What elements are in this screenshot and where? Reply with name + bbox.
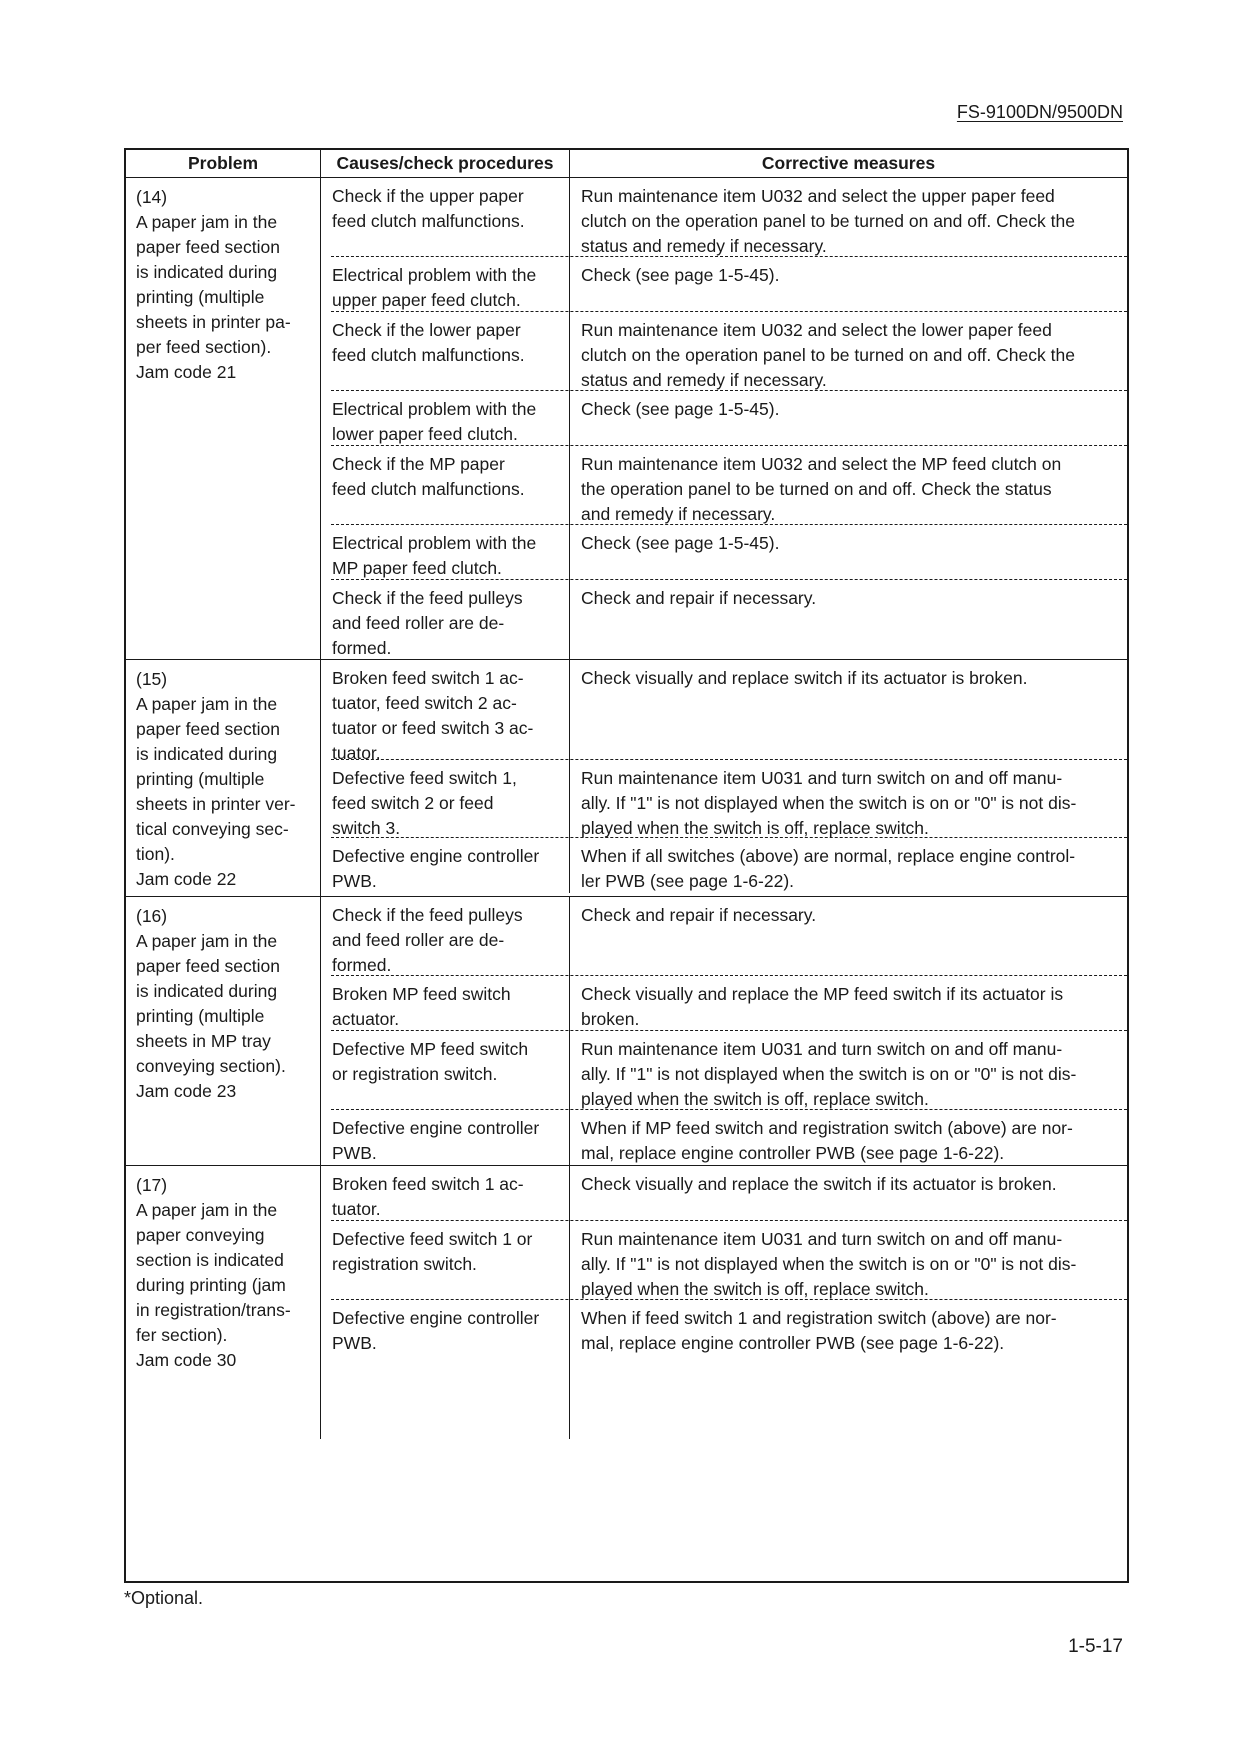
measure-line: When if feed switch 1 and registration switch (above) are nor- (581, 1308, 1057, 1328)
cause-line: Defective engine controller (332, 1118, 540, 1138)
measure-line: Check visually and replace switch if its actuator is broken. (581, 668, 1028, 688)
problem-line: is indicated during (136, 981, 278, 1001)
cause-line: or registration switch. (332, 1064, 498, 1084)
problem-line: paper conveying (136, 1225, 265, 1245)
cause-cell (321, 1221, 570, 1300)
measure-cell (570, 660, 1127, 760)
cause-line: Check if the lower paper (332, 320, 521, 340)
table-row (321, 1110, 1127, 1165)
table-row (321, 178, 1127, 257)
measure-cell (570, 838, 1127, 893)
table-row (321, 257, 1127, 312)
problem-line: A paper jam in the (136, 1200, 278, 1220)
measure-cell (570, 525, 1127, 580)
measure-cell (570, 1221, 1127, 1300)
cause-line: Broken MP feed switch (332, 984, 511, 1004)
cause-line: Check if the MP paper (332, 454, 505, 474)
measure-line: status and remedy if necessary. (581, 236, 827, 256)
problem-line: paper feed section (136, 719, 280, 739)
measure-line: and remedy if necessary. (581, 504, 776, 524)
table-row (321, 1300, 1127, 1439)
problem-line: A paper jam in the (136, 931, 278, 951)
cause-cell (321, 1300, 570, 1439)
cause-line: formed. (332, 955, 392, 975)
problem-group (126, 178, 1127, 660)
cause-line: PWB. (332, 1333, 377, 1353)
measure-line: Check and repair if necessary. (581, 588, 817, 608)
cause-line: Electrical problem with the (332, 533, 537, 553)
problem-line: paper feed section (136, 237, 280, 257)
problem-line: sheets in printer pa- (136, 312, 291, 332)
measure-line: Run maintenance item U031 and turn switch on and off manu- (581, 768, 1063, 788)
measure-line: broken. (581, 1009, 640, 1029)
cause-line: upper paper feed clutch. (332, 290, 521, 310)
cause-line: registration switch. (332, 1254, 477, 1274)
table-row (321, 1031, 1127, 1110)
cause-line: PWB. (332, 1143, 377, 1163)
measure-line: Check visually and replace the switch if its actuator is broken. (581, 1174, 1057, 1194)
cause-line: and feed roller are de- (332, 930, 505, 950)
measure-cell (570, 976, 1127, 1031)
page-number: 1-5-17 (1068, 1636, 1123, 1657)
measure-line: Run maintenance item U031 and turn switch on and off manu- (581, 1039, 1063, 1059)
measure-line: Check and repair if necessary. (581, 905, 817, 925)
cause-line: PWB. (332, 871, 377, 891)
problem-line: printing (multiple (136, 769, 265, 789)
measure-line: Check (see page 1-5-45). (581, 265, 780, 285)
header-problem: Problem (126, 150, 321, 177)
header-causes: Causes/check procedures (321, 150, 570, 177)
measure-cell (570, 897, 1127, 976)
cause-cell (321, 525, 570, 580)
problem-line: tical conveying sec- (136, 819, 289, 839)
measure-line: Check (see page 1-5-45). (581, 533, 780, 553)
cause-line: formed. (332, 638, 392, 658)
measure-line: Run maintenance item U032 and select the upper paper feed (581, 186, 1055, 206)
cause-line: Defective feed switch 1 or (332, 1229, 533, 1249)
table-row (321, 446, 1127, 525)
problem-line: A paper jam in the (136, 212, 278, 232)
cause-cell (321, 838, 570, 893)
cause-cell (321, 446, 570, 525)
measure-line: ally. If "1" is not displayed when the switch is on or "0" is not dis- (581, 1254, 1077, 1274)
problem-group (126, 660, 1127, 897)
footnote: *Optional. (124, 1588, 204, 1608)
measure-line: clutch on the operation panel to be turned on and off. Check the (581, 211, 1075, 231)
problem-line: during printing (jam (136, 1275, 286, 1295)
measure-line: played when the switch is off, replace switch. (581, 818, 929, 838)
cause-cell (321, 312, 570, 391)
cause-line: MP paper feed clutch. (332, 558, 502, 578)
measure-line: Check visually and replace the MP feed switch if its actuator is (581, 984, 1064, 1004)
problem-line: tion). (136, 844, 175, 864)
measure-line: clutch on the operation panel to be turned on and off. Check the (581, 345, 1075, 365)
header-measures: Corrective measures (761, 153, 936, 173)
measure-line: ler PWB (see page 1-6-22). (581, 871, 795, 891)
measure-cell (570, 1300, 1127, 1439)
measure-cell (570, 760, 1127, 838)
problem-line: section is indicated (136, 1250, 284, 1270)
table-row (321, 1221, 1127, 1300)
table-row (321, 838, 1127, 893)
problem-line: fer section). (136, 1325, 228, 1345)
problem-cell (126, 897, 321, 1165)
cause-line: Check if the feed pulleys (332, 905, 523, 925)
cause-cell (321, 976, 570, 1031)
troubleshooting-table (124, 148, 1129, 1583)
cause-line: lower paper feed clutch. (332, 424, 518, 444)
cause-line: Electrical problem with the (332, 399, 537, 419)
measure-cell (570, 312, 1127, 391)
table-row (321, 976, 1127, 1031)
problem-line: Jam code 22 (136, 869, 237, 889)
table-row (321, 660, 1127, 763)
table-row (321, 312, 1127, 391)
cause-line: Broken feed switch 1 ac- (332, 1174, 524, 1194)
problem-line: Jam code 21 (136, 362, 237, 382)
measure-line: mal, replace engine controller PWB (see page 1-6-22). (581, 1333, 1005, 1353)
cause-line: tuator, feed switch 2 ac- (332, 693, 517, 713)
measure-line: Run maintenance item U032 and select the lower paper feed (581, 320, 1052, 340)
problem-group (126, 1166, 1127, 1439)
measure-cell (570, 1031, 1127, 1110)
cause-line: Electrical problem with the (332, 265, 537, 285)
cause-cell (321, 1031, 570, 1110)
cause-line: tuator or feed switch 3 ac- (332, 718, 534, 738)
problem-line: (16) (136, 906, 168, 926)
model-name: FS-9100DN/9500DN (956, 102, 1123, 122)
cause-line: feed clutch malfunctions. (332, 211, 525, 231)
table-header (126, 150, 1127, 178)
problem-cell (126, 660, 321, 896)
problem-line: paper feed section (136, 956, 280, 976)
problem-line: conveying section). (136, 1056, 286, 1076)
measure-line: When if all switches (above) are normal, replace engine control- (581, 846, 1076, 866)
measure-line: Run maintenance item U031 and turn switch on and off manu- (581, 1229, 1063, 1249)
cause-line: Check if the upper paper (332, 186, 524, 206)
table-body (126, 178, 1127, 1439)
measure-line: mal, replace engine controller PWB (see page 1-6-22). (581, 1143, 1005, 1163)
cause-cell (321, 178, 570, 257)
measure-line: the operation panel to be turned on and off. Check the status (581, 479, 1052, 499)
measure-cell (570, 446, 1127, 525)
table-row (321, 897, 1127, 976)
measure-cell (570, 391, 1127, 446)
cause-line: Defective MP feed switch (332, 1039, 529, 1059)
measure-line: ally. If "1" is not displayed when the switch is on or "0" is not dis- (581, 793, 1077, 813)
problem-line: per feed section). (136, 337, 272, 357)
measure-line: played when the switch is off, replace switch. (581, 1089, 929, 1109)
measure-cell (570, 1110, 1127, 1165)
table-row (321, 760, 1127, 838)
problem-line: sheets in printer ver- (136, 794, 296, 814)
problem-line: is indicated during (136, 262, 278, 282)
problem-line: printing (multiple (136, 287, 265, 307)
measure-cell (570, 1166, 1127, 1221)
problem-line: (14) (136, 187, 168, 207)
measure-cell (570, 178, 1127, 257)
cause-line: Defective engine controller (332, 1308, 540, 1328)
cause-cell (321, 257, 570, 312)
problem-cell (126, 178, 321, 659)
cause-cell (321, 1166, 570, 1221)
problem-cell (126, 1166, 321, 1439)
table-row (321, 1166, 1127, 1221)
cause-line: Broken feed switch 1 ac- (332, 668, 524, 688)
table-row (321, 580, 1127, 659)
measure-cell (570, 257, 1127, 312)
measure-line: When if MP feed switch and registration switch (above) are nor- (581, 1118, 1073, 1138)
measure-cell (570, 580, 1127, 659)
cause-line: switch 3. (332, 818, 401, 838)
measure-line: status and remedy if necessary. (581, 370, 827, 390)
cause-cell (321, 660, 570, 763)
problem-line: is indicated during (136, 744, 278, 764)
cause-line: actuator. (332, 1009, 400, 1029)
cause-cell (321, 580, 570, 659)
problem-line: (15) (136, 669, 168, 689)
problem-line: Jam code 30 (136, 1350, 237, 1370)
problem-line: (17) (136, 1175, 168, 1195)
problem-line: sheets in MP tray (136, 1031, 271, 1051)
cause-line: Defective feed switch 1, (332, 768, 517, 788)
cause-line: and feed roller are de- (332, 613, 505, 633)
table-row (321, 525, 1127, 580)
cause-line: feed switch 2 or feed (332, 793, 494, 813)
measure-line: played when the switch is off, replace switch. (581, 1279, 929, 1299)
cause-line: Defective engine controller (332, 846, 540, 866)
problem-line: A paper jam in the (136, 694, 278, 714)
problem-group (126, 897, 1127, 1166)
problem-line: Jam code 23 (136, 1081, 237, 1101)
problem-line: printing (multiple (136, 1006, 265, 1026)
table-row (321, 391, 1127, 446)
cause-cell (321, 391, 570, 446)
cause-cell (321, 1110, 570, 1165)
cause-line: feed clutch malfunctions. (332, 479, 525, 499)
cause-cell (321, 897, 570, 976)
cause-line: tuator. (332, 743, 381, 763)
measure-line: ally. If "1" is not displayed when the switch is on or "0" is not dis- (581, 1064, 1077, 1084)
cause-line: Check if the feed pulleys (332, 588, 523, 608)
cause-cell (321, 760, 570, 838)
cause-line: tuator. (332, 1199, 381, 1219)
measure-line: Check (see page 1-5-45). (581, 399, 780, 419)
measure-line: Run maintenance item U032 and select the MP feed clutch on (581, 454, 1062, 474)
cause-line: feed clutch malfunctions. (332, 345, 525, 365)
problem-line: in registration/trans- (136, 1300, 291, 1320)
